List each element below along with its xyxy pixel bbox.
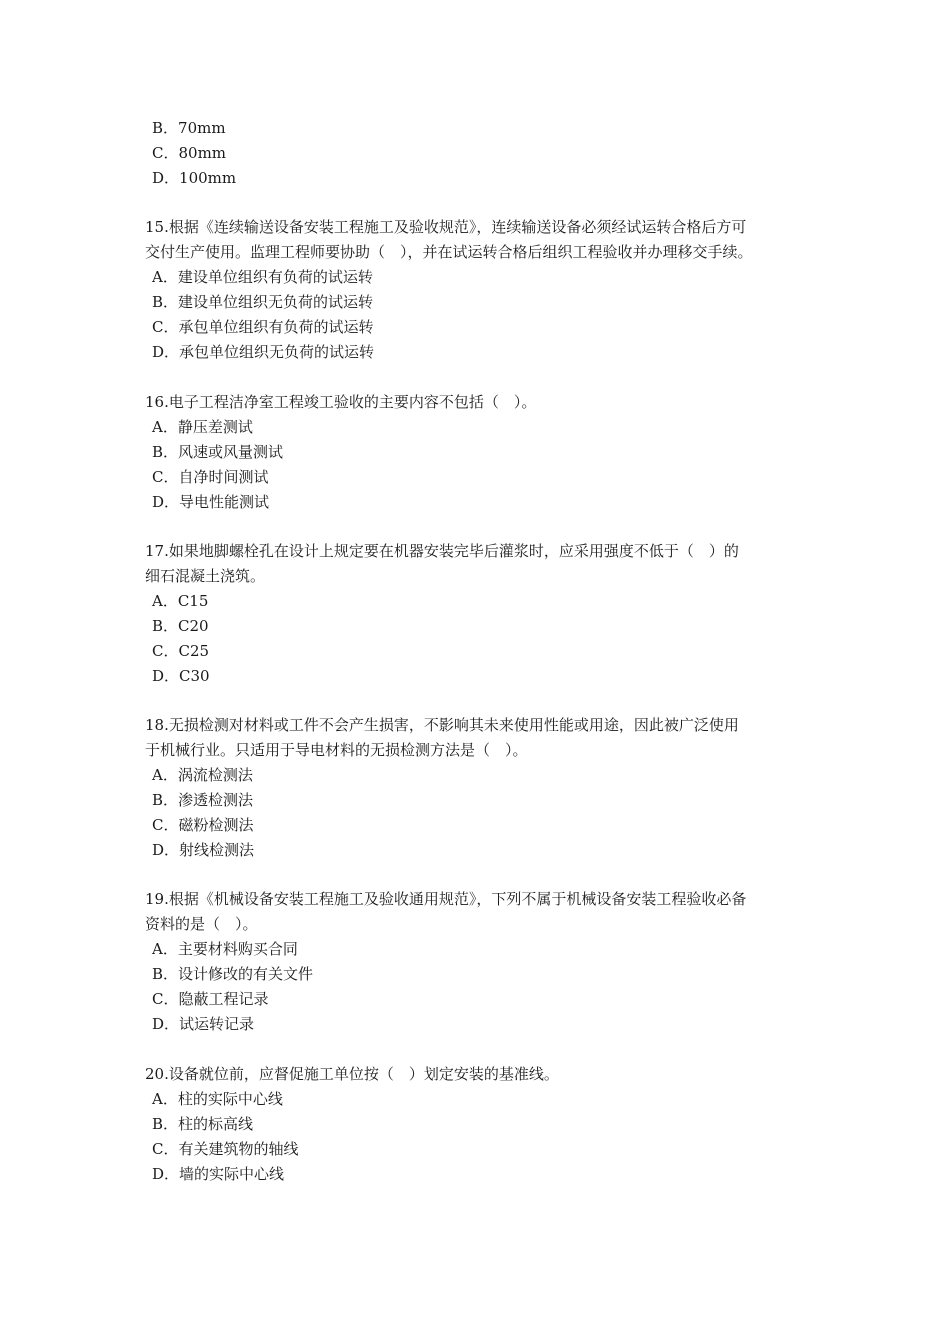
question-stem-line: 资料的是（ ）。 bbox=[145, 915, 258, 933]
question-18 bbox=[145, 713, 815, 863]
option-d: D．100mm bbox=[152, 169, 237, 187]
option-d: D．导电性能测试 bbox=[152, 493, 270, 511]
option-a: A．建设单位组织有负荷的试运转 bbox=[152, 268, 373, 286]
question-17 bbox=[145, 539, 815, 689]
question-stem-line: 19.根据《机械设备安装工程施工及验收通用规范》，下列不属于机械设备安装工程验收必备 bbox=[145, 890, 747, 908]
option-d: D．承包单位组织无负荷的试运转 bbox=[152, 343, 375, 361]
option-d: D．C30 bbox=[152, 667, 210, 685]
question-stem-line: 17.如果地脚螺栓孔在设计上规定要在机器安装完毕后灌浆时，应采用强度不低于（ ）的 bbox=[145, 542, 739, 560]
option-c: C．C25 bbox=[152, 642, 210, 660]
option-b: B．建设单位组织无负荷的试运转 bbox=[152, 293, 374, 311]
question-stem-line: 20.设备就位前，应督促施工单位按（ ）划定安装的基准线。 bbox=[145, 1065, 559, 1083]
option-d: D．试运转记录 bbox=[152, 1015, 255, 1033]
option-d: D．墙的实际中心线 bbox=[152, 1165, 285, 1183]
option-c: C．自净时间测试 bbox=[152, 468, 269, 486]
option-b: B．C20 bbox=[152, 617, 209, 635]
question-14-tail bbox=[145, 116, 815, 191]
option-c: C．有关建筑物的轴线 bbox=[152, 1140, 299, 1158]
option-b: B．设计修改的有关文件 bbox=[152, 965, 314, 983]
option-b: B．渗透检测法 bbox=[152, 791, 254, 809]
option-a: A．静压差测试 bbox=[152, 418, 253, 436]
question-stem-line: 细石混凝土浇筑。 bbox=[145, 567, 266, 585]
option-a: A．涡流检测法 bbox=[152, 766, 253, 784]
question-stem-line: 16.电子工程洁净室工程竣工验收的主要内容不包括（ ）。 bbox=[145, 393, 537, 411]
question-stem-line: 交付生产使用。监理工程师要协助（ ），并在试运转合格后组织工程验收并办理移交手续。 bbox=[145, 243, 753, 261]
question-stem-line: 于机械行业。只适用于导电材料的无损检测方法是（ ）。 bbox=[145, 741, 528, 759]
option-c: C．承包单位组织有负荷的试运转 bbox=[152, 318, 374, 336]
option-a: A．柱的实际中心线 bbox=[152, 1090, 283, 1108]
option-b: B．柱的标高线 bbox=[152, 1115, 254, 1133]
option-b: B．风速或风量测试 bbox=[152, 443, 284, 461]
option-c: C．隐蔽工程记录 bbox=[152, 990, 269, 1008]
option-d: D．射线检测法 bbox=[152, 841, 255, 859]
question-19 bbox=[145, 887, 815, 1037]
question-stem-line: 15.根据《连续输送设备安装工程施工及验收规范》，连续输送设备必须经试运转合格后方可 bbox=[145, 218, 747, 236]
question-stem-line: 18.无损检测对材料或工件不会产生损害，不影响其未来使用性能或用途，因此被广泛使用 bbox=[145, 716, 739, 734]
option-c: C．磁粉检测法 bbox=[152, 816, 254, 834]
option-c: C．80mm bbox=[152, 144, 227, 162]
question-20 bbox=[145, 1062, 815, 1187]
question-16 bbox=[145, 390, 815, 515]
option-b: B．70mm bbox=[152, 119, 226, 137]
option-a: A．C15 bbox=[152, 592, 209, 610]
question-15 bbox=[145, 215, 815, 365]
option-a: A．主要材料购买合同 bbox=[152, 940, 298, 958]
